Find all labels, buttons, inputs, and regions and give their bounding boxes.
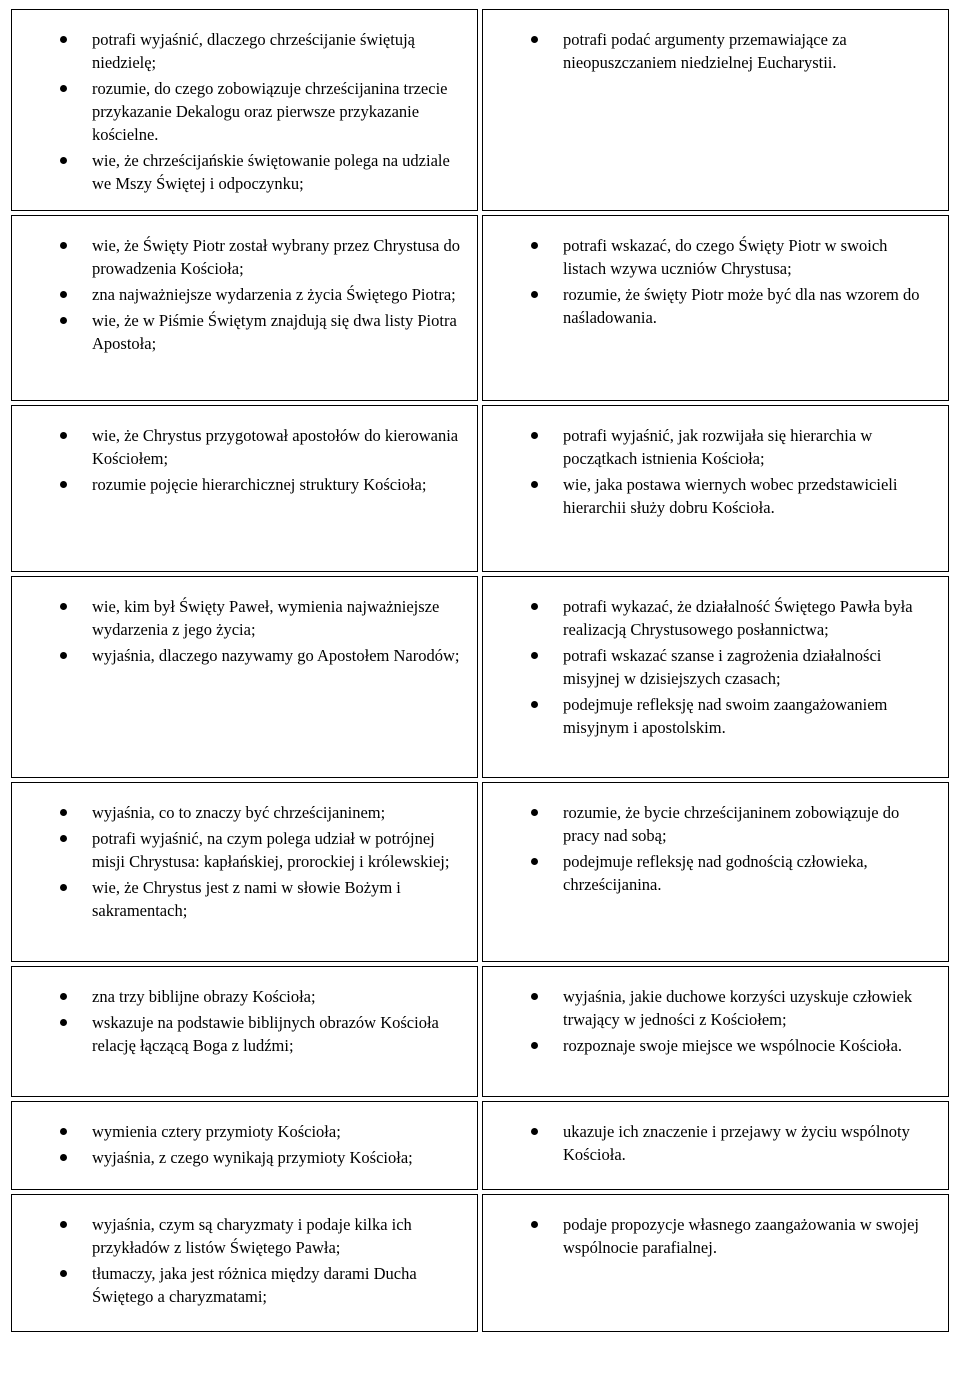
table-row	[11, 215, 949, 401]
list-item	[92, 28, 463, 74]
requirements-list	[12, 406, 477, 496]
bullet-icon	[60, 1019, 67, 1026]
list-item-text: wyjaśnia, dlaczego nazywamy go Apostołem Narodów;	[92, 646, 460, 665]
bullet-icon	[60, 652, 67, 659]
requirements-list	[12, 577, 477, 667]
bullet-icon	[531, 481, 538, 488]
requirements-list	[12, 967, 477, 1057]
requirements-list	[12, 216, 477, 355]
requirements-list	[483, 967, 948, 1057]
table-row	[11, 782, 949, 962]
list-item	[92, 309, 463, 355]
bullet-icon	[60, 317, 67, 324]
list-item-text: podaje propozycje własnego zaangażowania w swojej wspólnocie parafialnej.	[563, 1215, 919, 1257]
table-row	[11, 1194, 949, 1332]
list-item	[563, 985, 934, 1031]
list-item-text: potrafi wskazać, do czego Święty Piotr w swoich listach wzywa uczniów Chrystusa;	[563, 236, 888, 278]
list-item-text: zna najważniejsze wydarzenia z życia Świętego Piotra;	[92, 285, 456, 304]
list-item-text: wie, kim był Święty Paweł, wymienia najważniejsze wydarzenia z jego życia;	[92, 597, 440, 639]
list-item	[92, 234, 463, 280]
basic-requirements-cell	[11, 405, 478, 572]
bullet-icon	[531, 809, 538, 816]
list-item	[563, 473, 934, 519]
list-item	[563, 693, 934, 739]
list-item-text: potrafi wykazać, że działalność Świętego Pawła była realizacją Chrystusowego posłannictwa;	[563, 597, 913, 639]
basic-requirements-cell	[11, 1101, 478, 1190]
list-item	[92, 876, 463, 922]
list-item	[92, 1011, 463, 1057]
extended-requirements-cell	[482, 1194, 949, 1332]
list-item-text: rozpoznaje swoje miejsce we wspólnocie Kościoła.	[563, 1036, 903, 1055]
list-item	[92, 424, 463, 470]
list-item-text: wyjaśnia, z czego wynikają przymioty Kościoła;	[92, 1148, 413, 1167]
list-item-text: wyjaśnia, jakie duchowe korzyści uzyskuje człowiek trwający w jedności z Kościołem;	[563, 987, 913, 1029]
list-item-text: tłumaczy, jaka jest różnica między darami Ducha Świętego a charyzmatami;	[92, 1264, 417, 1306]
bullet-icon	[531, 1042, 538, 1049]
list-item-text: wie, że Święty Piotr został wybrany przez Chrystusa do prowadzenia Kościoła;	[92, 236, 460, 278]
basic-requirements-cell	[11, 1194, 478, 1332]
list-item-text: potrafi wyjaśnić, dlaczego chrześcijanie świętują niedzielę;	[92, 30, 415, 72]
table-row	[11, 9, 949, 211]
extended-requirements-cell	[482, 215, 949, 401]
bullet-icon	[531, 993, 538, 1000]
list-item	[563, 1120, 934, 1166]
basic-requirements-cell	[11, 782, 478, 962]
extended-requirements-cell	[482, 966, 949, 1097]
requirements-list	[483, 577, 948, 739]
bullet-icon	[531, 242, 538, 249]
list-item-text: wie, że Chrystus przygotował apostołów do kierowania Kościołem;	[92, 426, 459, 468]
list-item-text: podejmuje refleksję nad godnością człowieka, chrześcijanina.	[563, 852, 868, 894]
bullet-icon	[60, 603, 67, 610]
bullet-icon	[531, 701, 538, 708]
list-item	[563, 283, 934, 329]
bullet-icon	[531, 36, 538, 43]
bullet-icon	[60, 1128, 67, 1135]
requirements-list	[483, 783, 948, 896]
list-item	[92, 1146, 463, 1169]
requirements-list	[12, 1102, 477, 1169]
list-item-text: wie, że chrześcijańskie świętowanie polega na udziale we Mszy Świętej i odpoczynku;	[92, 151, 450, 193]
list-item	[92, 1213, 463, 1259]
list-item	[563, 234, 934, 280]
list-item-text: wyjaśnia, co to znaczy być chrześcijaninem;	[92, 803, 386, 822]
list-item	[563, 1034, 934, 1057]
list-item-text: wie, jaka postawa wiernych wobec przedstawicieli hierarchii służy dobru Kościoła.	[563, 475, 898, 517]
list-item	[92, 1262, 463, 1308]
list-item-text: potrafi wyjaśnić, na czym polega udział w potrójnej misji Chrystusa: kapłańskiej, prorockiej i królewskiej;	[92, 829, 450, 871]
basic-requirements-cell	[11, 576, 478, 778]
table-row	[11, 405, 949, 572]
extended-requirements-cell	[482, 782, 949, 962]
bullet-icon	[531, 652, 538, 659]
requirements-list	[12, 1195, 477, 1308]
list-item	[92, 77, 463, 146]
bullet-icon	[60, 1154, 67, 1161]
list-item	[92, 1120, 463, 1143]
bullet-icon	[60, 993, 67, 1000]
list-item	[563, 850, 934, 896]
bullet-icon	[531, 1221, 538, 1228]
list-item-text: potrafi wyjaśnić, jak rozwijała się hierarchia w początkach istnienia Kościoła;	[563, 426, 873, 468]
bullet-icon	[60, 1270, 67, 1277]
bullet-icon	[60, 36, 67, 43]
requirements-list	[483, 1102, 948, 1166]
list-item-text: ukazuje ich znaczenie i przejawy w życiu wspólnoty Kościoła.	[563, 1122, 910, 1164]
list-item	[563, 424, 934, 470]
list-item-text: wie, że w Piśmie Świętym znajdują się dwa listy Piotra Apostoła;	[92, 311, 457, 353]
bullet-icon	[60, 835, 67, 842]
requirements-table	[7, 5, 953, 1336]
list-item	[92, 473, 463, 496]
list-item	[563, 28, 934, 74]
extended-requirements-cell	[482, 405, 949, 572]
list-item	[92, 595, 463, 641]
bullet-icon	[60, 291, 67, 298]
list-item	[563, 644, 934, 690]
list-item	[92, 827, 463, 873]
list-item	[563, 595, 934, 641]
extended-requirements-cell	[482, 1101, 949, 1190]
requirements-list	[12, 783, 477, 922]
list-item-text: rozumie pojęcie hierarchicznej struktury Kościoła;	[92, 475, 427, 494]
list-item	[563, 801, 934, 847]
list-item-text: wymienia cztery przymioty Kościoła;	[92, 1122, 341, 1141]
requirements-list	[483, 216, 948, 329]
bullet-icon	[60, 481, 67, 488]
requirements-list	[483, 1195, 948, 1259]
basic-requirements-cell	[11, 966, 478, 1097]
bullet-icon	[60, 1221, 67, 1228]
list-item	[92, 283, 463, 306]
requirements-list	[12, 10, 477, 195]
bullet-icon	[531, 603, 538, 610]
list-item-text: rozumie, że bycie chrześcijaninem zobowiązuje do pracy nad sobą;	[563, 803, 900, 845]
requirements-table-body	[11, 9, 949, 1332]
table-row	[11, 576, 949, 778]
bullet-icon	[60, 884, 67, 891]
bullet-icon	[531, 432, 538, 439]
list-item-text: rozumie, do czego zobowiązuje chrześcijanina trzecie przykazanie Dekalogu oraz pierwsze przykazanie kościelne.	[92, 79, 448, 144]
list-item	[563, 1213, 934, 1259]
list-item	[92, 644, 463, 667]
requirements-list	[483, 10, 948, 74]
list-item	[92, 985, 463, 1008]
table-row	[11, 966, 949, 1097]
bullet-icon	[531, 291, 538, 298]
bullet-icon	[531, 858, 538, 865]
bullet-icon	[60, 809, 67, 816]
list-item-text: rozumie, że święty Piotr może być dla nas wzorem do naśladowania.	[563, 285, 920, 327]
list-item	[92, 801, 463, 824]
basic-requirements-cell	[11, 215, 478, 401]
list-item-text: wskazuje na podstawie biblijnych obrazów Kościoła relację łączącą Boga z ludźmi;	[92, 1013, 439, 1055]
list-item-text: zna trzy biblijne obrazy Kościoła;	[92, 987, 316, 1006]
bullet-icon	[531, 1128, 538, 1135]
list-item-text: potrafi wskazać szanse i zagrożenia działalności misyjnej w dzisiejszych czasach;	[563, 646, 882, 688]
list-item-text: potrafi podać argumenty przemawiające za nieopuszczaniem niedzielnej Eucharystii.	[563, 30, 847, 72]
list-item	[92, 149, 463, 195]
list-item-text: podejmuje refleksję nad swoim zaangażowaniem misyjnym i apostolskim.	[563, 695, 888, 737]
bullet-icon	[60, 85, 67, 92]
list-item-text: wyjaśnia, czym są charyzmaty i podaje kilka ich przykładów z listów Świętego Pawła;	[92, 1215, 412, 1257]
table-row	[11, 1101, 949, 1190]
bullet-icon	[60, 242, 67, 249]
bullet-icon	[60, 157, 67, 164]
bullet-icon	[60, 432, 67, 439]
extended-requirements-cell	[482, 9, 949, 211]
requirements-list	[483, 406, 948, 519]
basic-requirements-cell	[11, 9, 478, 211]
extended-requirements-cell	[482, 576, 949, 778]
list-item-text: wie, że Chrystus jest z nami w słowie Bożym i sakramentach;	[92, 878, 401, 920]
